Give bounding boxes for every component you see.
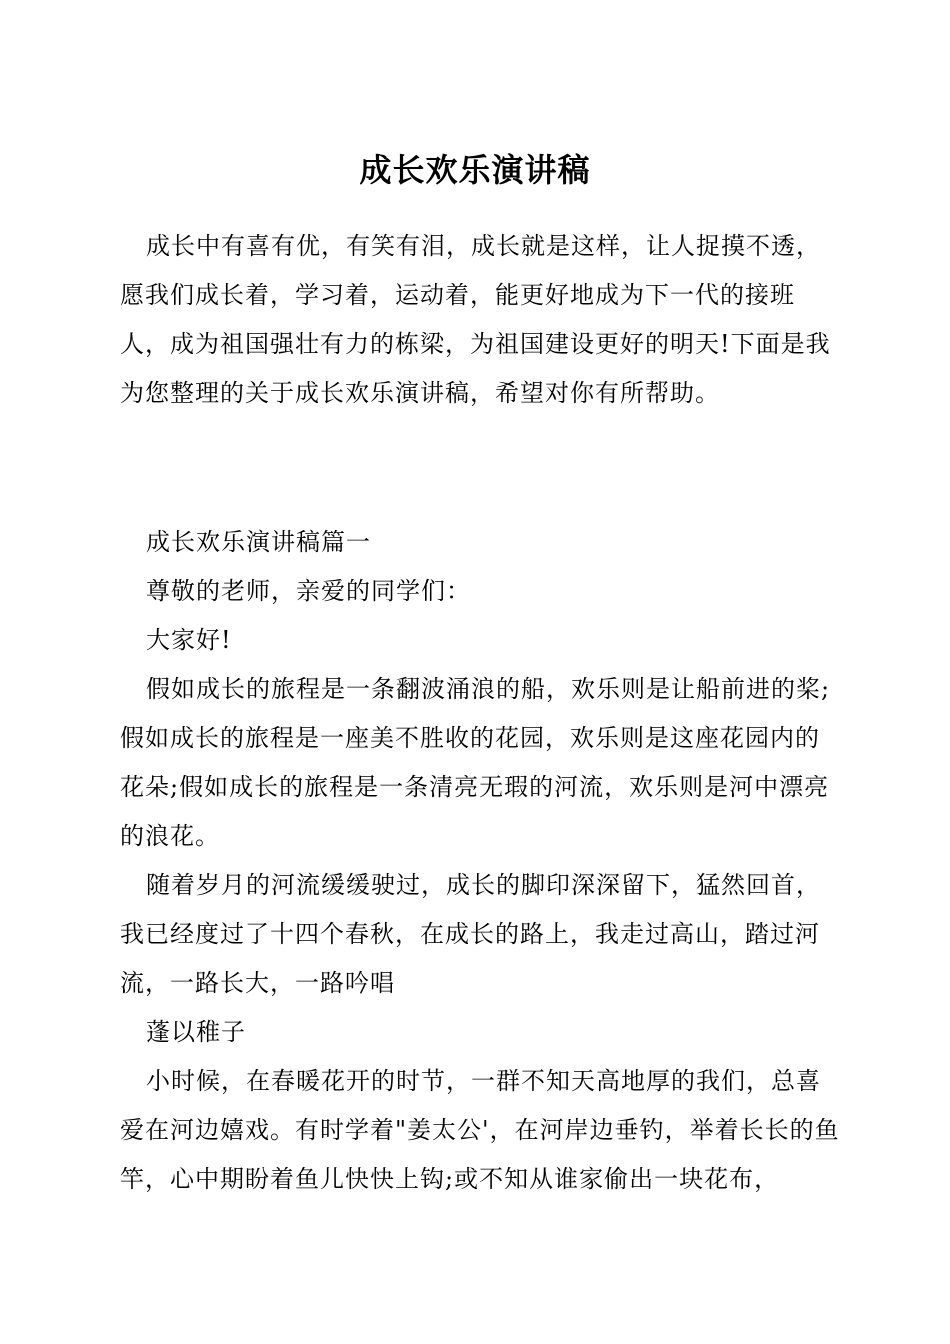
document-title: 成长欢乐演讲稿 xyxy=(359,151,591,189)
body-paragraph: 小时候，在春暖花开的时节，一群不知天高地厚的我们，总喜爱在河边嬉戏。有时学着"姜太公'，在河岸边垂钓，举着长长的鱼竿，心中期盼着鱼儿快快上钩;或不知从谁家偷出一块花布， xyxy=(120,1067,840,1193)
body-paragraph: 随着岁月的河流缓缓驶过，成长的脚印深深留下，猛然回首，我已经度过了十四个春秋，在成长的路上，我走过高山，踏过河流，一路长大，一路吟唱 xyxy=(120,871,821,997)
subheading: 蓬以稚子 xyxy=(146,1018,246,1046)
intro-paragraph-block xyxy=(120,222,840,418)
salutation: 尊敬的老师，亲爱的同学们： xyxy=(146,577,471,605)
greeting: 大家好! xyxy=(146,626,232,654)
body-text xyxy=(120,518,840,1204)
intro-paragraph: 成长中有喜有优，有笑有泪，成长就是这样，让人捉摸不透，愿我们成长着，学习着，运动着，能更好地成为下一代的接班人，成为祖国强壮有力的栋梁，为祖国建设更好的明天!下面是我为您整理的关于成长欢乐演讲稿，希望对你有所帮助。 xyxy=(120,232,831,407)
body-paragraph: 假如成长的旅程是一条翻波涌浪的船，欢乐则是让船前进的桨;假如成长的旅程是一座美不胜收的花园，欢乐则是这座花园内的花朵;假如成长的旅程是一条清亮无瑕的河流，欢乐则是河中漂亮的浪花。 xyxy=(120,675,831,850)
section-heading: 成长欢乐演讲稿篇一 xyxy=(146,528,371,556)
